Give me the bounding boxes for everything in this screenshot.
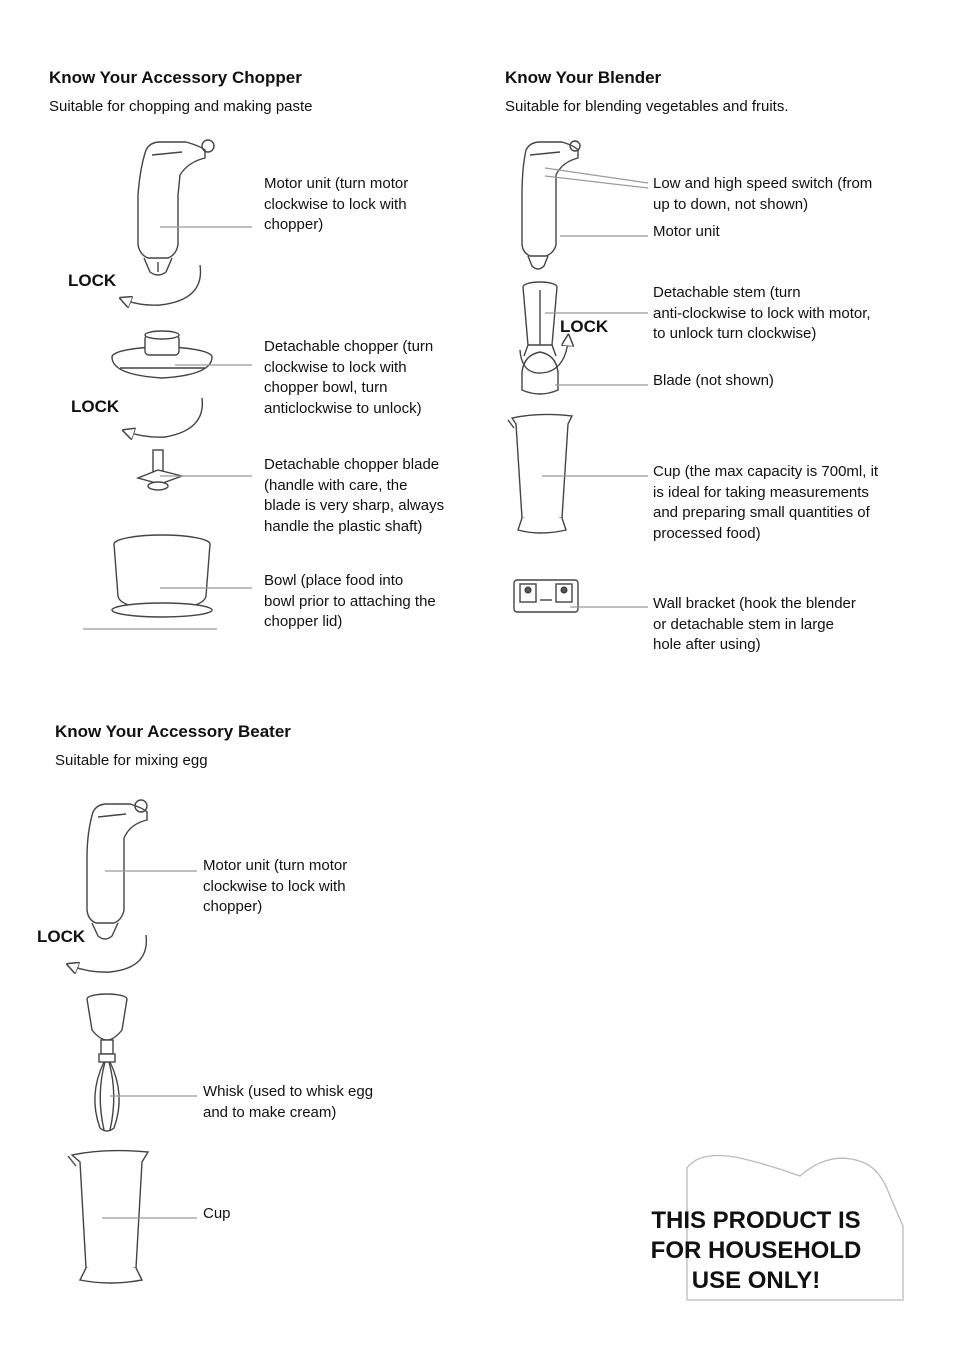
blender-switch-leader-line-2 [545, 176, 648, 188]
blender-blade-label: Blade (not shown) [653, 372, 774, 389]
blender-cup-illustration [508, 414, 572, 533]
blender-lock-label: LOCK [560, 317, 609, 336]
blender-stem-illustration [522, 282, 558, 394]
blender-speed-switch-label: Low and high speed switch (from up to down, not shown) [653, 175, 873, 213]
chopper-detachable-chopper-label: Detachable chopper (turn clockwise to lock with chopper bowl, turn anticlockwise to unlock) [264, 338, 434, 417]
blender-wall-bracket-illustration [514, 580, 578, 612]
chopper-motor-unit-illustration [138, 140, 214, 275]
beater-motor-unit-label: Motor unit (turn motor clockwise to lock with chopper) [203, 857, 348, 915]
chopper-lock-arrow-2 [128, 398, 202, 437]
beater-motor-unit-illustration [87, 800, 147, 939]
chopper-motor-unit-label: Motor unit (turn motor clockwise to lock with chopper) [264, 175, 409, 233]
chopper-section-subtitle: Suitable for chopping and making paste [49, 98, 313, 115]
beater-whisk-illustration [87, 994, 127, 1131]
chopper-bowl-label: Bowl (place food into bowl prior to attaching the chopper lid) [264, 572, 436, 630]
chopper-lid-illustration [112, 331, 212, 378]
beater-lock-label: LOCK [37, 927, 86, 946]
blender-motor-unit-illustration [522, 141, 580, 269]
beater-section-subtitle: Suitable for mixing egg [55, 752, 208, 769]
beater-whisk-label: Whisk (used to whisk egg and to make cream) [203, 1083, 374, 1121]
blender-section-title: Know Your Blender [505, 68, 662, 87]
blender-cup-label: Cup (the max capacity is 700ml, it is ideal for taking measurements and preparing small quantities of processed food) [653, 463, 879, 542]
household-use-notice: THIS PRODUCT IS FOR HOUSEHOLD USE ONLY! [650, 1207, 862, 1294]
chopper-bowl-illustration [112, 535, 212, 617]
beater-section-title: Know Your Accessory Beater [55, 722, 291, 741]
chopper-section-title: Know Your Accessory Chopper [49, 68, 302, 87]
chopper-blade-label: Detachable chopper blade (handle with care, the blade is very sharp, always handle the plastic shaft) [264, 456, 445, 535]
chopper-lock-arrow-1 [125, 265, 201, 305]
chopper-lock-label-2: LOCK [71, 397, 120, 416]
blender-switch-leader-line-1 [545, 168, 648, 183]
blender-wall-bracket-label: Wall bracket (hook the blender or detachable stem in large hole after using) [653, 595, 856, 653]
blender-detachable-stem-label: Detachable stem (turn anti-clockwise to lock with motor, to unlock turn clockwise) [653, 284, 871, 342]
chopper-blade-illustration [138, 450, 182, 490]
beater-cup-illustration [68, 1151, 148, 1283]
chopper-lock-label-1: LOCK [68, 271, 117, 290]
blender-section-subtitle: Suitable for blending vegetables and fruits. [505, 98, 789, 115]
blender-motor-unit-label: Motor unit [653, 223, 720, 240]
beater-cup-label: Cup [203, 1205, 231, 1222]
